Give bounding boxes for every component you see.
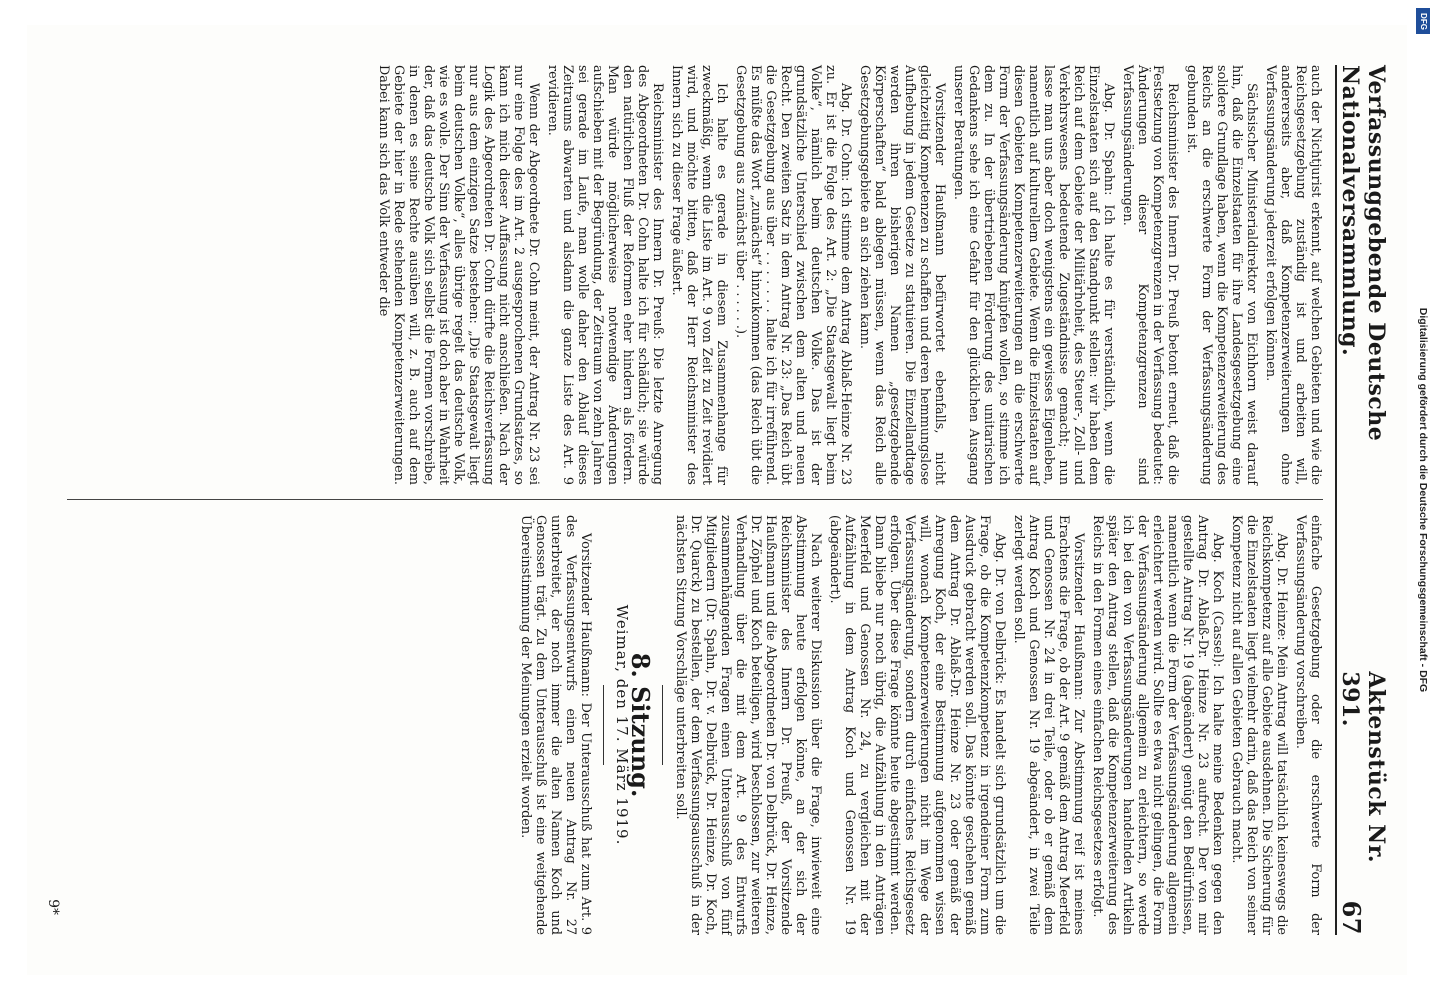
paragraph: auch der Nichtjurist erkennt, auf welchen Gebieten und wie die Reichsgesetzgebung zuständig ist und arbeiten will, andererseits aber, daß Kompetenzerweiterungen ohne Verfassungsänderung jederzeit erfolgen können. [1263, 65, 1323, 485]
paragraph: Abg. Dr. Spahn: Ich halte es für verständlich, wenn die Einzelstaaten sich auf den Standpunkt stellen: wir haben dem Reich auf dem Gebiete der Militärhoheit, des Steuer-, Zoll- und Verkehrswesens bedeutende Zugeständnisse gemacht; nun lasse man uns aber doch wenigstens ein gewisses Eigenleben, namentlich auf kulturellem Gebiete. Wenn die Einzelstaaten auf diesen Gebieten Kompetenzerweiterungen an die erschwerte Form der Verfassungsänderung knüpfen wollen, so stimme ich dem zu. In der übertriebenen Förderung des unitarischen Gedankens sehe ich eine Gefahr für den glücklichen Ausgang unserer Beratungen. [951, 65, 1116, 485]
paragraph: Vorsitzender Haußmann befürwortet ebenfalls, nicht gleichzeitig Kompetenzen zu schaffen und deren hemmungslose Aufhebung in jedem Gesetze zu statuieren. Die Einzellandtage werden ihren bisherigen Namen „gesetzgebende Körperschaften“ bald ablegen müssen, wenn das Reich alle Gesetzgebungsgebiete an sich ziehen kann. [857, 65, 947, 485]
section-rule [603, 685, 604, 765]
paragraph: Vorsitzender Haußmann: Der Unterausschuß hat zum Art. 9 des Verfassungsentwurfs einen neuen Antrag Nr. 27 unterbreitet, der noch immer die alten Namen Koch und Genossen trägt. Zu dem Unterausschuß ist eine weitgehende Übereinstimmung der Meinungen erzielt worden. [518, 515, 593, 935]
page-number: 67 [1337, 900, 1366, 935]
paragraph: Sächsischer Ministerialdirektor von Eichhorn weist darauf hin, daß die Einzelstaaten für ihre Landesgesetzgebung eine solidere Grundlage haben, wenn die Kompetenzerweiterung des Reichs an die erschwerte Form der Verfassungsänderung gebunden ist. [1184, 65, 1259, 485]
paragraph: Abg. Koch (Cassel): Ich halte meine Bedenken gegen den Antrag Dr. Ablaß-Dr. Heinze Nr. 23 aufrecht. Der von mir gestellte Antrag Nr. 19 (abgeändert) genügt den Bedürfnissen, namentlich wenn die Form der Verfassungsänderung allgemein erleichtert werden wird. Sollte es etwa nicht gelingen, die Form der Verfassungsänderung allgemein zu erleichtern, so werde ich bei den von Verfassungsänderungen handelnden Artikeln später den Antrag stellen, daß die Kompetenzerweiterung des Reichs in den Formen eines einfachen Reichsgesetzes erfolgt. [1090, 515, 1225, 935]
paragraph: Nach weiterer Diskussion über die Frage, inwieweit eine Abstimmung heute erfolgen könne, an der sich der Reichsminister des Innern Dr. Preuß, der Vorsitzende Haußmann und die Abgeordneten Dr. von Delbrück, Dr. Heinze, Dr. Zöphel und Koch beteiligen, wird beschlossen, zur weiteren Verhandlung über die mit dem Art. 9 des Entwurfs zusammenhängenden Fragen einen Unterausschuß von fünf Mitgliedern (Dr. Spahn, Dr. v. Delbrück, Dr. Heinze, Dr. Koch, Dr. Quarck) zu bestellen, der dem Verfassungsausschuß in der nächsten Sitzung Vorschläge unterbreiten soll. [673, 515, 823, 935]
paragraph: Abg. Dr. Cohn: Ich stimme dem Antrag Ablaß-Heinze Nr. 23 zu. Er ist die Folge des Art. 2: „Die Staatsgewalt liegt beim Volke“, nämlich beim deutschen Volke. Das ist der grundsätzliche Unterschied zwischen dem alten und neuen Recht. Den zweiten Satz in dem Antrag Nr. 23: „Das Reich übt die Gesetzgebung aus über . . . . . . . halte ich für irreführend. Es müßte das Wort „zunächst“ hinzukommen (das Reich übt die Gesetzgebung aus zunächst über . . . . . .). [733, 65, 853, 485]
right-column [67, 515, 1323, 935]
digitization-note [1416, 10, 1430, 990]
session-date: Weimar, den 17. März 1919. [613, 604, 631, 846]
paragraph: Abg. Dr. von Delbrück: Es handelt sich grundsätzlich um die Frage, ob die Kompetenzkompetenz in irgendeiner Form zum Ausdruck gebracht werden soll. Das könnte geschehen gemäß dem Antrag Dr. Ablaß-Dr. Heinze Nr. 23 oder gemäß der Anregung Koch, der eine Bestimmung aufgenommen wissen will, wonach Kompetenzerweiterungen nicht im Wege der Verfassungsänderung, sondern durch einfaches Reichsgesetz erfolgen. Über diese Frage könnte heute abgestimmt werden. Dann bliebe nur noch übrig, die Aufzählung in den Anträgen Meerfeld und Genossen Nr. 24, zu vergleichen mit der Aufzählung in dem Antrag Koch und Genossen Nr. 19 (abgeändert). [827, 515, 1007, 935]
paragraph: Ich halte es gerade in diesem Zusammenhange für zweckmäßig, wenn die Liste im Art. 9 von Zeit zu Zeit revidiert wird, und möchte bitten, daß der Herr Reichsminister des Innern sich zu dieser Frage äußert. [669, 65, 729, 485]
session-heading [613, 515, 655, 935]
paragraph: Abg. Dr. Heinze: Mein Antrag will tatsächlich keineswegs die Reichskompetenz auf alle Gebiete ausdehnen. Die Sicherung für die Einzelstaaten liegt vielmehr darin, daß das Reich von seiner Kompetenz nicht auf allen Gebieten Gebrauch macht. [1229, 515, 1289, 935]
paragraph: Reichsminister des Innern Dr. Preuß betont erneut, daß die Festsetzung von Kompetenzgrenzen in der Verfassung bedeutet: Änderungen dieser Kompetenzgrenzen sind Verfassungsänderungen. [1120, 65, 1180, 485]
left-column [67, 65, 1323, 485]
section-rule [662, 685, 663, 765]
page-header [1335, 65, 1389, 935]
paragraph: Wenn der Abgeordnete Dr. Cohn meint, der Antrag Nr. 23 sei nur eine Folge des im Art. 2 ausgesprochenen Grundsatzes, so kann ich mich dieser Auffassung nicht anschließen. Nach der Logik des Abgeordneten Dr. Cohn dürfte die Reichsverfassung nur aus dem einzigen Satze bestehen: „Die Staatsgewalt liegt beim deutschen Volke“, alles übrige regelt das deutsche Volk, wie es wolle. Der Sinn der Verfassung ist doch aber in Wahrheit der, daß das deutsche Volk sich selbst die Formen vorschreibe, in denen es seine Rechte ausüben will, z. B. auch auf dem Gebiete der hier in Rede stehenden Kompetenzerweiterungen. Dabei kann sich das Volk entweder die [376, 65, 541, 485]
dfg-logo [1416, 8, 1430, 34]
paragraph: einfache Gesetzgebung oder die erschwerte Form der Verfassungsänderung vorschreiben. [1293, 515, 1323, 935]
dfg-logo-text: DFG [1418, 12, 1428, 30]
paragraph: Vorsitzender Haußmann: Zur Abstimmung reif ist meines Erachtens die Frage, ob der Art. 9 gemäß dem Antrag Meerfeld und Genossen Nr. 24 in drei Teile, oder ob er gemäß dem Antrag Koch und Genossen Nr. 19 abgeändert, in zwei Teile zerlegt werden soll. [1011, 515, 1086, 935]
header-document-number: Aktenstück Nr. 391. [1337, 671, 1389, 864]
session-title: 8. Sitzung. [626, 652, 655, 798]
digitization-note-text: Digitalisierung gefördert durch die Deutsche Forschungsgemeinschaft - DFG [1417, 307, 1429, 693]
signature-mark: 9* [45, 899, 61, 915]
paragraph: Reichsminister des Innern Dr. Preuß: Die letzte Anregung des Abgeordneten Dr. Cohn halte ich für schädlich; sie würde den natürlichen Fluß der Reformen eher hindern als fördern. Man würde möglicherweise notwendige Änderungen aufschieben mit der Begründung, der Zeitraum von zehn Jahren sei gerade im Laufe, man wolle daher den Ablauf dieses Zeitraums abwarten und alsdann die ganze Liste des Art. 9 revidieren. [545, 65, 665, 485]
header-title: Verfassunggebende Deutsche Nationalversammlung. [1337, 65, 1389, 442]
document-page [27, 25, 1407, 975]
column-divider [67, 499, 1323, 500]
